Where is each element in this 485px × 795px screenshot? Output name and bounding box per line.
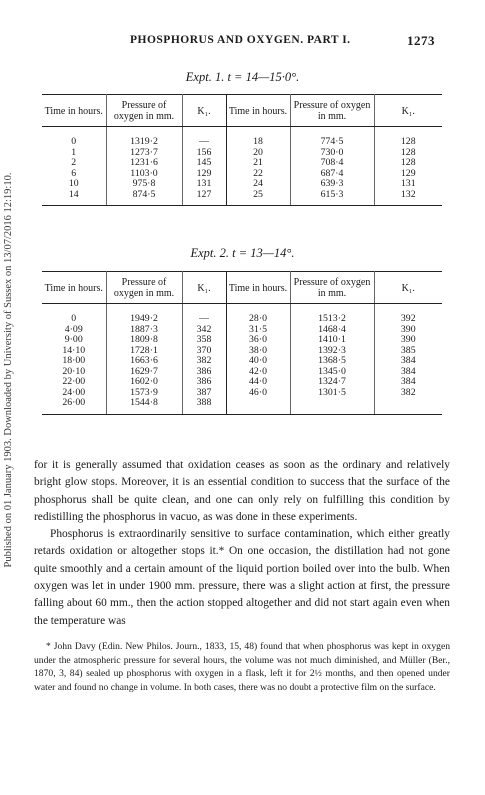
table-cell: 14 xyxy=(42,190,106,206)
table-row xyxy=(42,356,442,367)
table-cell: 1410·1 xyxy=(290,335,374,346)
body-text xyxy=(34,457,450,630)
table-cell: 1231·6 xyxy=(106,158,182,169)
footnote xyxy=(34,640,450,695)
table-cell: 128 xyxy=(400,136,416,147)
table-cell: 28·0 xyxy=(226,304,290,325)
table-cell: 24·00 xyxy=(42,388,106,399)
table-row xyxy=(42,335,442,346)
table-cell: 730·0 xyxy=(290,148,374,159)
table-row xyxy=(42,148,442,159)
table-cell: 1809·8 xyxy=(106,335,182,346)
table-row xyxy=(42,190,442,206)
table-cell: 14·10 xyxy=(42,346,106,357)
table-cell: 386 xyxy=(182,367,226,378)
experiment-1-caption: Expt. 1. t = 14—15·0°. xyxy=(185,70,300,84)
table-cell: 1663·6 xyxy=(106,356,182,367)
table-cell: 128 xyxy=(400,146,416,158)
table-cell: 36·0 xyxy=(226,335,290,346)
table-cell xyxy=(290,398,374,414)
experiment-1-table xyxy=(42,94,442,206)
table-cell: 42·0 xyxy=(226,367,290,378)
table-cell: 1544·8 xyxy=(106,398,182,414)
table-cell: 1324·7 xyxy=(290,377,374,388)
table-cell xyxy=(374,398,442,414)
table-cell: 1345·0 xyxy=(290,367,374,378)
table-cell: 24 xyxy=(226,179,290,190)
table-cell: 390 xyxy=(400,323,416,335)
table-cell: 774·5 xyxy=(290,127,374,148)
table-cell: 31·5 xyxy=(226,325,290,336)
table-cell: 1887·3 xyxy=(106,325,182,336)
table-cell: 44·0 xyxy=(226,377,290,388)
table-cell: 388 xyxy=(182,398,226,414)
table-cell: 131 xyxy=(182,179,226,190)
table-cell: 145 xyxy=(182,158,226,169)
column-header: K₁. xyxy=(374,272,442,304)
table-cell: 132 xyxy=(374,190,442,206)
table-cell: 1368·5 xyxy=(290,356,374,367)
column-header: K₁. xyxy=(182,272,226,304)
table-cell: 1319·2 xyxy=(106,127,182,148)
table-cell: 18·00 xyxy=(42,356,106,367)
table-cell: 2 xyxy=(42,158,106,169)
table-row xyxy=(42,169,442,180)
page-number: 1273 xyxy=(407,33,435,48)
column-header: Pressure of oxygen in mm. xyxy=(290,272,374,304)
table-cell: 20·10 xyxy=(42,367,106,378)
table-cell: 22·00 xyxy=(42,377,106,388)
column-header: Time in hours. xyxy=(42,95,106,127)
table-cell: 384 xyxy=(400,376,416,387)
running-title: PHOSPHORUS AND OXYGEN. PART I. xyxy=(130,34,351,46)
publication-side-note xyxy=(2,70,16,670)
table-cell: 6 xyxy=(42,169,106,180)
table-cell: 384 xyxy=(400,365,416,377)
table-cell: 129 xyxy=(400,167,416,179)
table-row xyxy=(42,398,442,414)
table-cell: 385 xyxy=(400,344,416,356)
column-header: Pressure of oxygen in mm. xyxy=(106,272,182,304)
column-header: K₁. xyxy=(182,95,226,127)
table-cell: 4·09 xyxy=(42,325,106,336)
table-cell: 46·0 xyxy=(226,388,290,399)
table-cell: 639·3 xyxy=(290,179,374,190)
table-cell: 708·4 xyxy=(290,158,374,169)
table-cell: 38·0 xyxy=(226,346,290,357)
table-cell: 615·3 xyxy=(290,190,374,206)
experiment-2-table xyxy=(42,271,442,415)
body-paragraph: Phosphorus is extraordinarily sensitive to surface contamination, which either greatly retards oxidation or altogether stops it.* On one occasion, the distillation had not gone quite smoothly and a certain amount of the liquid portion boiled over into the bulb. When oxygen was let in under 1900 mm. pressure, there was a slight action at first, the pressure falling about 60 mm., then the action stopped altogether and did not start again even when the temperature was xyxy=(34,528,450,627)
table-cell: 1629·7 xyxy=(106,367,182,378)
table-cell: 1513·2 xyxy=(290,304,374,325)
table-cell: 25 xyxy=(226,190,290,206)
table-cell: 1573·9 xyxy=(106,388,182,399)
table-row xyxy=(42,158,442,169)
column-header: K₁. xyxy=(374,95,442,127)
table-cell: 131 xyxy=(400,178,416,189)
table-cell: 1273·7 xyxy=(106,148,182,159)
table-cell: 1602·0 xyxy=(106,377,182,388)
table-cell: 382 xyxy=(182,356,226,367)
table-cell: 18 xyxy=(226,127,290,148)
table-cell: 342 xyxy=(182,325,226,336)
table-cell: 129 xyxy=(182,169,226,180)
column-header: Time in hours. xyxy=(226,272,290,304)
footnote-text: * John Davy (Edin. New Philos. Journ., 1833, 15, 48) found that when phosphorus was kept in oxygen under the atmospheric pressure for several hours, the volume was not much diminished, and Müller (Ber., 1870, 3, 84) sealed up phosphorus with oxygen in a flask, left it for 2½ months, and then opened under water and found no change in volume. In both cases, there was no doubt a protective film on the surface. xyxy=(34,641,450,694)
table-row xyxy=(42,127,442,148)
table-cell: 22 xyxy=(226,169,290,180)
table-cell: 1103·0 xyxy=(106,169,182,180)
experiment-2-caption: Expt. 2. t = 13—14°. xyxy=(190,246,295,260)
table-cell: — xyxy=(182,127,226,148)
table-cell: 10 xyxy=(42,179,106,190)
column-header: Time in hours. xyxy=(42,272,106,304)
table-cell: — xyxy=(182,304,226,325)
column-header: Pressure of oxygen in mm. xyxy=(290,95,374,127)
table-cell: 9·00 xyxy=(42,335,106,346)
table-cell: 26·00 xyxy=(42,398,106,414)
table-cell: 0 xyxy=(42,304,106,325)
table-cell: 387 xyxy=(182,388,226,399)
table-cell: 20 xyxy=(226,148,290,159)
table-row xyxy=(42,346,442,357)
side-note-text: Published on 01 January 1903. Downloaded by University of Sussex on 13/07/2016 12:19:10. xyxy=(3,172,14,568)
table-cell: 1949·2 xyxy=(106,304,182,325)
table-cell: 386 xyxy=(182,377,226,388)
table-cell: 358 xyxy=(182,335,226,346)
table-cell: 40·0 xyxy=(226,356,290,367)
table-cell: 370 xyxy=(182,346,226,357)
table-cell: 1728·1 xyxy=(106,346,182,357)
table-cell: 1468·4 xyxy=(290,325,374,336)
table-header-row xyxy=(42,272,442,304)
table-row xyxy=(42,367,442,378)
body-paragraph: for it is generally assumed that oxidation ceases as soon as the ordinary and relatively bright glow stops. Moreover, it is an essential condition to success that the surface of the phosphorus shall be quite clean, and one can only rely on fulfilling this condition by redistilling the phosphorus in vacuo, as was done in these experiments. xyxy=(34,459,450,523)
table-cell: 0 xyxy=(42,127,106,148)
table-cell: 128 xyxy=(400,157,416,168)
table-cell: 384 xyxy=(400,355,416,366)
table-row xyxy=(42,377,442,388)
column-header: Pressure of oxygen in mm. xyxy=(106,95,182,127)
table-cell: 874·5 xyxy=(106,190,182,206)
table-cell: 127 xyxy=(182,190,226,206)
table-cell: 392 xyxy=(400,313,416,324)
table-cell: 390 xyxy=(400,334,416,345)
table-row xyxy=(42,388,442,399)
table-cell: 382 xyxy=(400,386,416,398)
table-row xyxy=(42,179,442,190)
table-cell: 1301·5 xyxy=(290,388,374,399)
column-header: Time in hours. xyxy=(226,95,290,127)
table-row xyxy=(42,304,442,325)
table-cell: 21 xyxy=(226,158,290,169)
table-cell: 1392·3 xyxy=(290,346,374,357)
table-cell xyxy=(226,398,290,414)
table-cell: 156 xyxy=(182,148,226,159)
table-cell: 975·8 xyxy=(106,179,182,190)
table-header-row xyxy=(42,95,442,127)
table-row xyxy=(42,325,442,336)
table-cell: 1 xyxy=(42,148,106,159)
table-cell: 687·4 xyxy=(290,169,374,180)
